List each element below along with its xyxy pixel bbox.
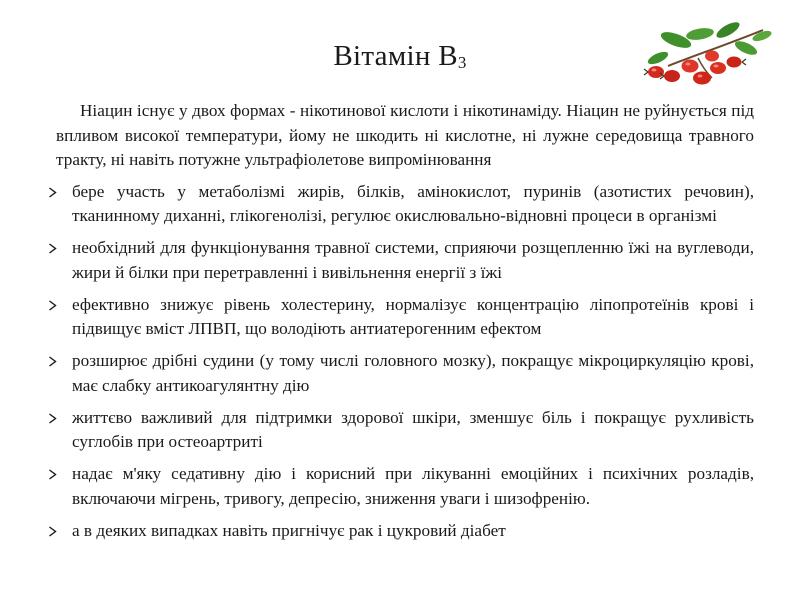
- list-item-text: надає м'яку седативну дію і корисний при лікуванні емоційних і психічних розладів, включаючи мігрень, тривогу, депресію, зниження уваги і шизофренію.: [72, 464, 754, 508]
- list-item-text: необхідний для функціонування травної системи, сприяючи розщепленню їжі на вуглеводи, жири й білки при перетравленні і вивільнення енергії з їжі: [72, 238, 754, 282]
- list-item-text: а в деяких випадках навіть пригнічує рак і цукровий діабет: [72, 520, 506, 540]
- list-item-text: бере участь у метаболізмі жирів, білків, амінокислот, пуринів (азотистих речовин), тканинному диханні, глікогенолізі, регулює окислювально-відновні процеси в організмі: [72, 181, 754, 225]
- rosehip-branch-icon: [638, 18, 778, 90]
- list-item: [56, 462, 754, 511]
- list-item: [56, 180, 754, 229]
- list-item-text: розширює дрібні судини (у тому числі головного мозку), покращує мікроциркуляцію крові, має слабку антикоагулянтну дію: [72, 351, 754, 395]
- title-main: Вітамін В: [333, 40, 458, 72]
- title-subscript: 3: [457, 53, 467, 72]
- list-item-text: життєво важливий для підтримки здорової шкіри, зменшує біль і покращує рухливість суглобів при остеоартриті: [72, 407, 754, 451]
- intro-paragraph: Ніацин існує у двох формах - нікотинової кислоти і нікотинаміду. Ніацин не руйнується під впливом високої температури, йому не шкодить ні кислотне, ні лужне середовища травного тракту, ні навіть потужне ультрафіолетове випромінювання: [56, 101, 754, 169]
- bullet-list: [56, 180, 754, 544]
- list-item: [56, 236, 754, 285]
- chevron-right-icon: [48, 406, 62, 430]
- list-item: [56, 349, 754, 398]
- slide-content: [56, 99, 754, 551]
- chevron-right-icon: [48, 519, 62, 543]
- list-item: [56, 293, 754, 342]
- chevron-right-icon: [48, 236, 62, 260]
- chevron-right-icon: [48, 462, 62, 486]
- chevron-right-icon: [48, 180, 62, 204]
- list-item-text: ефективно знижує рівень холестерину, нормалізує концентрацію ліпопротеїнів крові і підвищує вміст ЛПВП, що володіють антиатерогенним ефектом: [72, 294, 754, 338]
- chevron-right-icon: [48, 349, 62, 373]
- chevron-right-icon: [48, 293, 62, 317]
- list-item: [56, 519, 754, 544]
- list-item: [56, 406, 754, 455]
